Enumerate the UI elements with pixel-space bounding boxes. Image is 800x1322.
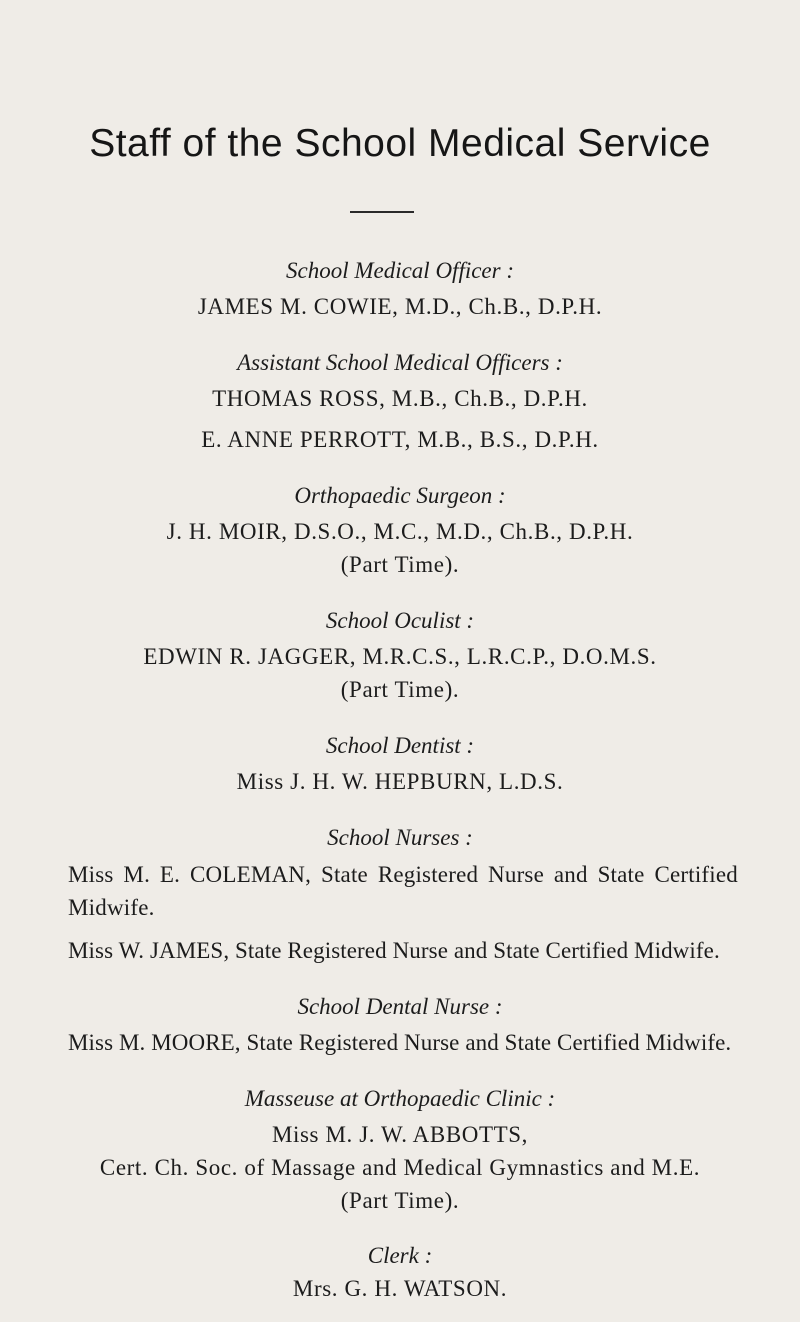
name-orthopaedic-surgeon: J. H. MOIR, D.S.O., M.C., M.D., Ch.B., D.P.H. bbox=[166, 519, 634, 544]
role-school-nurses: School Nurses : bbox=[327, 825, 473, 850]
name-masseuse: Miss M. J. W. ABBOTTS, bbox=[271, 1122, 529, 1147]
role-school-dental-nurse: School Dental Nurse : bbox=[297, 994, 503, 1019]
role-school-dentist: School Dentist : bbox=[325, 733, 475, 758]
role-orthopaedic-surgeon: Orthopaedic Surgeon : bbox=[294, 483, 506, 508]
role-masseuse: Masseuse at Orthopaedic Clinic : bbox=[244, 1086, 556, 1111]
note-masseuse-part-time: (Part Time). bbox=[340, 1188, 460, 1213]
role-school-medical-officer: School Medical Officer : bbox=[285, 258, 514, 283]
name-school-oculist: EDWIN R. JAGGER, M.R.C.S., L.R.C.P., D.O.M.S. bbox=[143, 644, 657, 669]
role-school-oculist: School Oculist : bbox=[325, 608, 475, 633]
entry-dental-nurse: Miss M. MOORE, State Registered Nurse and State Certified Midwife. bbox=[68, 1030, 732, 1055]
page-title: Staff of the School Medical Service bbox=[89, 122, 711, 165]
title-divider bbox=[350, 211, 414, 213]
name-school-medical-officer: JAMES M. COWIE, M.D., Ch.B., D.P.H. bbox=[197, 294, 603, 319]
note-oculist-part-time: (Part Time). bbox=[340, 677, 460, 702]
name-clerk: Mrs. G. H. WATSON. bbox=[292, 1276, 508, 1301]
name-school-dentist: Miss J. H. W. HEPBURN, L.D.S. bbox=[236, 769, 564, 794]
name-assistant-officer-2: E. ANNE PERROTT, M.B., B.S., D.P.H. bbox=[201, 427, 599, 452]
entry-nurse-1: Miss M. E. COLEMAN, State Registered Nurse and State Certified Midwife. bbox=[68, 862, 738, 920]
entry-nurse-2: Miss W. JAMES, State Registered Nurse and State Certified Midwife. bbox=[68, 938, 720, 963]
name-assistant-officer-1: THOMAS ROSS, M.B., Ch.B., D.P.H. bbox=[212, 386, 588, 411]
role-clerk: Clerk : bbox=[367, 1243, 433, 1268]
note-orthopaedic-part-time: (Part Time). bbox=[340, 552, 460, 577]
qualification-masseuse: Cert. Ch. Soc. of Massage and Medical Gymnastics and M.E. bbox=[99, 1155, 701, 1180]
role-assistant-medical-officers: Assistant School Medical Officers : bbox=[237, 350, 563, 375]
